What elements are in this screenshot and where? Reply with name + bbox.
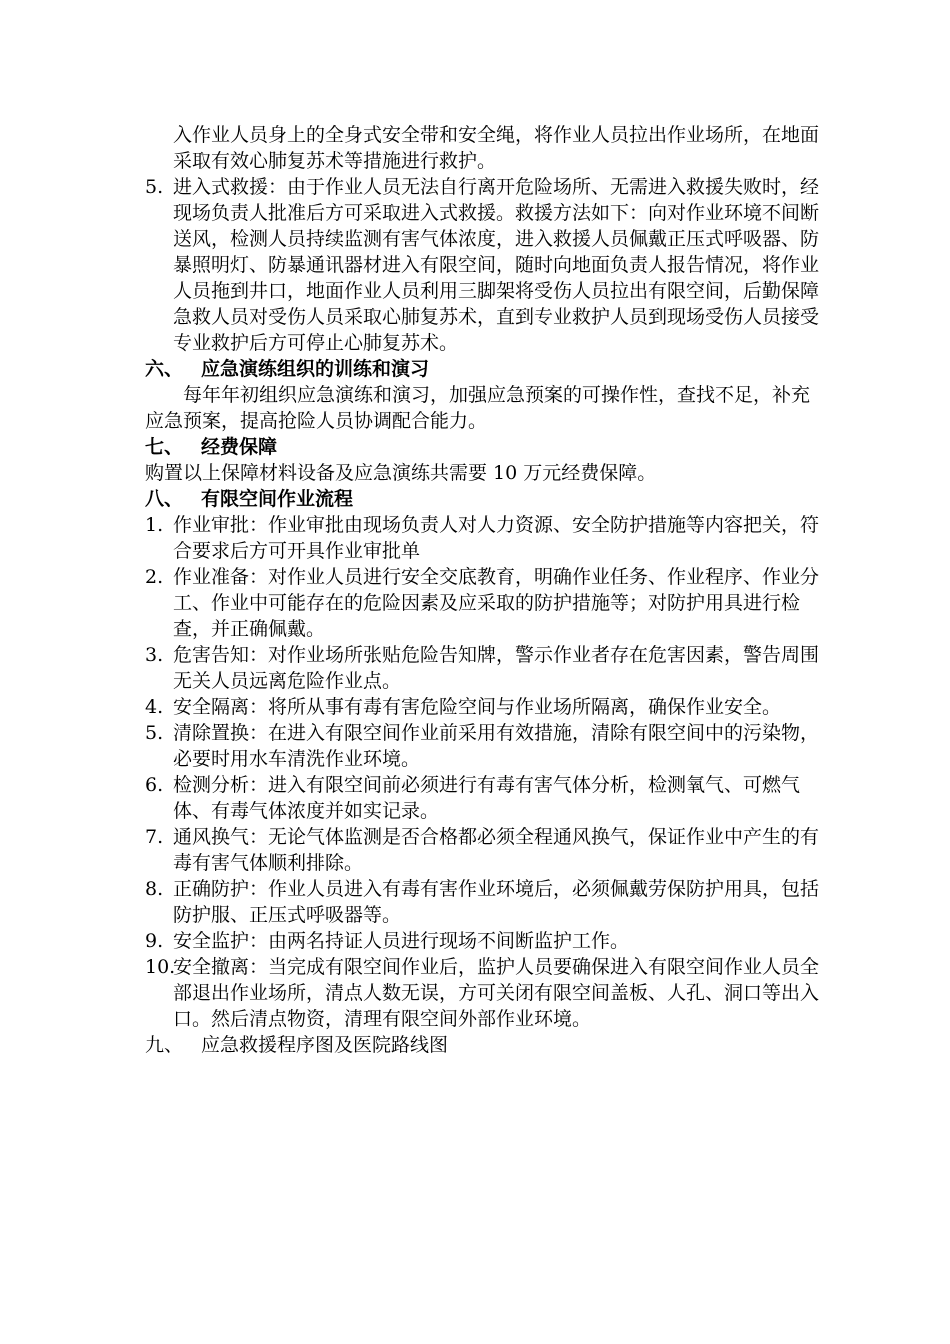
list-item-number: 9. — [145, 930, 164, 952]
section-title: 有限空间作业流程 — [201, 488, 354, 510]
section-title: 应急演练组织的训练和演习 — [201, 358, 430, 380]
section-number: 六、 — [145, 358, 184, 380]
list-item-number: 4. — [145, 696, 164, 718]
section-number: 七、 — [145, 436, 184, 458]
list-item-number: 6. — [145, 774, 164, 796]
list-item-text: 作业审批：作业审批由现场负责人对人力资源、安全防护措施等内容把关，符合要求后方可开具作业审批单 — [173, 514, 820, 562]
section-title: 经费保障 — [201, 436, 278, 458]
list-item-text: 清除置换：在进入有限空间作业前采用有效措施，清除有限空间中的污染物，必要时用水车清洗作业环境。 — [173, 722, 820, 770]
list-item-text: 安全监护：由两名持证人员进行现场不间断监护工作。 — [173, 930, 630, 952]
rescue-list-item-5 — [145, 174, 825, 356]
list-item-text: 危害告知：对作业场所张贴危险告知牌，警示作业者存在危害因素，警告周围无关人员远离危险作业点。 — [173, 644, 820, 692]
list-item-number: 1. — [145, 514, 164, 536]
list-item-text: 通风换气：无论气体监测是否合格都必须全程通风换气，保证作业中产生的有毒有害气体顺利排除。 — [173, 826, 820, 874]
process-list-item — [145, 824, 825, 876]
process-list-item — [145, 642, 825, 694]
section-6-body: 每年年初组织应急演练和演习，加强应急预案的可操作性，查找不足，补充应急预案，提高抢险人员协调配合能力。 — [145, 384, 811, 432]
list-item-number: 7. — [145, 826, 164, 848]
list-item-number: 8. — [145, 878, 164, 900]
process-list-item — [145, 512, 825, 564]
process-list-item — [145, 928, 825, 954]
process-list-item — [145, 720, 825, 772]
list-item-number: 3. — [145, 644, 164, 666]
list-item-number: 10. — [145, 956, 176, 978]
process-list-item — [145, 564, 825, 642]
process-list-item — [145, 954, 825, 1032]
section-9-heading — [145, 1032, 825, 1058]
list-item-number: 2. — [145, 566, 164, 588]
section-number: 八、 — [145, 488, 184, 510]
document-page — [145, 122, 825, 1058]
section-7-body: 购置以上保障材料设备及应急演练共需要 10 万元经费保障。 — [145, 462, 657, 484]
section-7-heading — [145, 434, 825, 460]
list-item-text: 正确防护：作业人员进入有毒有害作业环境后，必须佩戴劳保防护用具，包括防护服、正压式呼吸器等。 — [173, 878, 820, 926]
list-item-text: 安全撤离：当完成有限空间作业后，监护人员要确保进入有限空间作业人员全部退出作业场所，清点人数无误，方可关闭有限空间盖板、人孔、洞口等出入口。然后清点物资，清理有限空间外部作业环境。 — [173, 956, 820, 1030]
list-item-text: 安全隔离：将所从事有毒有害危险空间与作业场所隔离，确保作业安全。 — [173, 696, 782, 718]
section-8-heading — [145, 486, 825, 512]
list-item-number: 5. — [145, 722, 164, 744]
list-item-text: 作业准备：对作业人员进行安全交底教育，明确作业任务、作业程序、作业分工、作业中可能存在的危险因素及应采取的防护措施等；对防护用具进行检查，并正确佩戴。 — [173, 566, 820, 640]
list-item-text: 进入式救援：由于作业人员无法自行离开危险场所、无需进入救援失败时，经现场负责人批准后方可采取进入式救援。救援方法如下：向对作业环境不间断送风，检测人员持续监测有害气体浓度，进入救援人员佩戴正压式呼吸器、防暴照明灯、防暴通讯器材进入有限空间，随时向地面负责人报告情况，将作业人员拖到井口，地面作业人员利用三脚架将受伤人员拉出有限空间，后勤保障急救人员对受伤人员采取心肺复苏术，直到专业救护人员到现场受伤人员接受专业救护后方可停止心肺复苏术。 — [173, 176, 820, 354]
continuation-paragraph: 入作业人员身上的全身式安全带和安全绳，将作业人员拉出作业场所，在地面采取有效心肺复苏术等措施进行救护。 — [173, 124, 820, 172]
section-number: 九、 — [145, 1034, 184, 1056]
list-item-number: 5. — [145, 176, 164, 198]
list-item-text: 检测分析：进入有限空间前必须进行有毒有害气体分析，检测氧气、可燃气体、有毒气体浓度并如实记录。 — [173, 774, 801, 822]
section-title: 应急救援程序图及医院路线图 — [201, 1034, 449, 1056]
process-list-item — [145, 772, 825, 824]
process-list-item — [145, 876, 825, 928]
process-list-item — [145, 694, 825, 720]
section-6-heading — [145, 356, 825, 382]
